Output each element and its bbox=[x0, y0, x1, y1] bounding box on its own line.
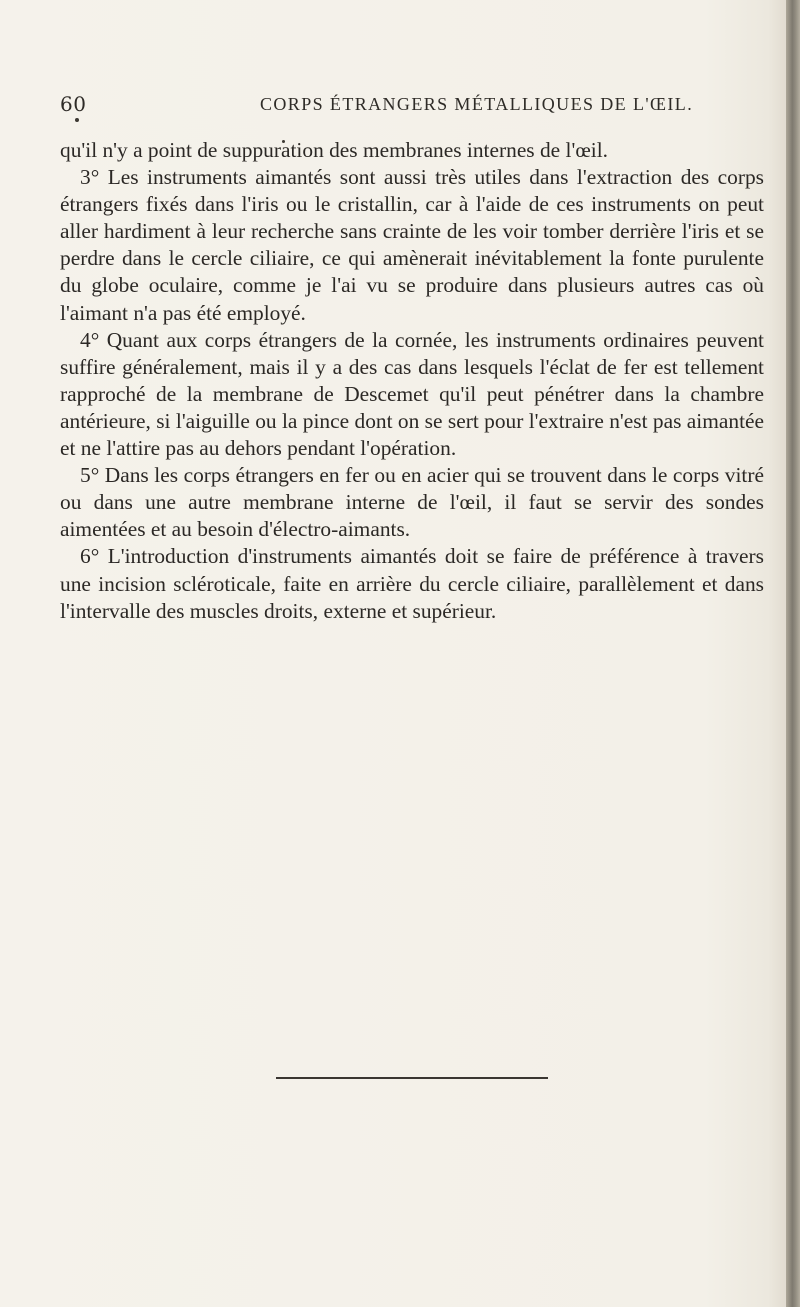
paragraph-item-4: 4° Quant aux corps étrangers de la cornée, les instruments ordinaires peuvent suffire généralement, mais il y a des cas dans lesquels l'éclat de fer est tellement rapproché de la membrane de Descemet qu'il peut pénétrer dans la chambre antérieure, si l'aiguille ou la pince dont on se sert pour l'extraire n'est pas aimantée et ne l'attire pas au dehors pendant l'opération. bbox=[60, 327, 764, 461]
end-rule bbox=[276, 1077, 548, 1079]
page-number: 60 bbox=[60, 92, 87, 116]
running-head bbox=[60, 92, 760, 118]
ink-speck bbox=[75, 118, 79, 122]
running-title: CORPS ÉTRANGERS MÉTALLIQUES DE L'ŒIL. bbox=[260, 94, 694, 114]
paragraph-item-3: 3° Les instruments aimantés sont aussi très utiles dans l'extraction des corps étrangers fixés dans l'iris ou le cristallin, car à l'aide de ces instruments on peut aller hardiment à leur recherche sans crainte de les voir tomber derrière l'iris et se perdre dans le cercle ciliaire, ce qui amènerait inévitablement la fonte purulente du globe oculaire, comme je l'ai vu se produire dans plusieurs autres cas où l'aimant n'a pas été employé. bbox=[60, 165, 764, 325]
page-edge-shadow bbox=[786, 0, 800, 1307]
paragraph-continuation: qu'il n'y a point de suppuration des membranes internes de l'œil. bbox=[60, 138, 608, 162]
paragraph-item-6: 6° L'introduction d'instruments aimantés doit se faire de préférence à travers une incision scléroticale, faite en arrière du cercle ciliaire, parallèlement et dans l'intervalle des muscles droits, externe et supérieur. bbox=[60, 544, 764, 623]
body-text bbox=[60, 137, 764, 625]
paragraph-item-5: 5° Dans les corps étrangers en fer ou en acier qui se trouvent dans le corps vitré ou dans une autre membrane interne de l'œil, il faut se servir des sondes aimentées et au besoin d'électro-aimants. bbox=[60, 463, 764, 542]
